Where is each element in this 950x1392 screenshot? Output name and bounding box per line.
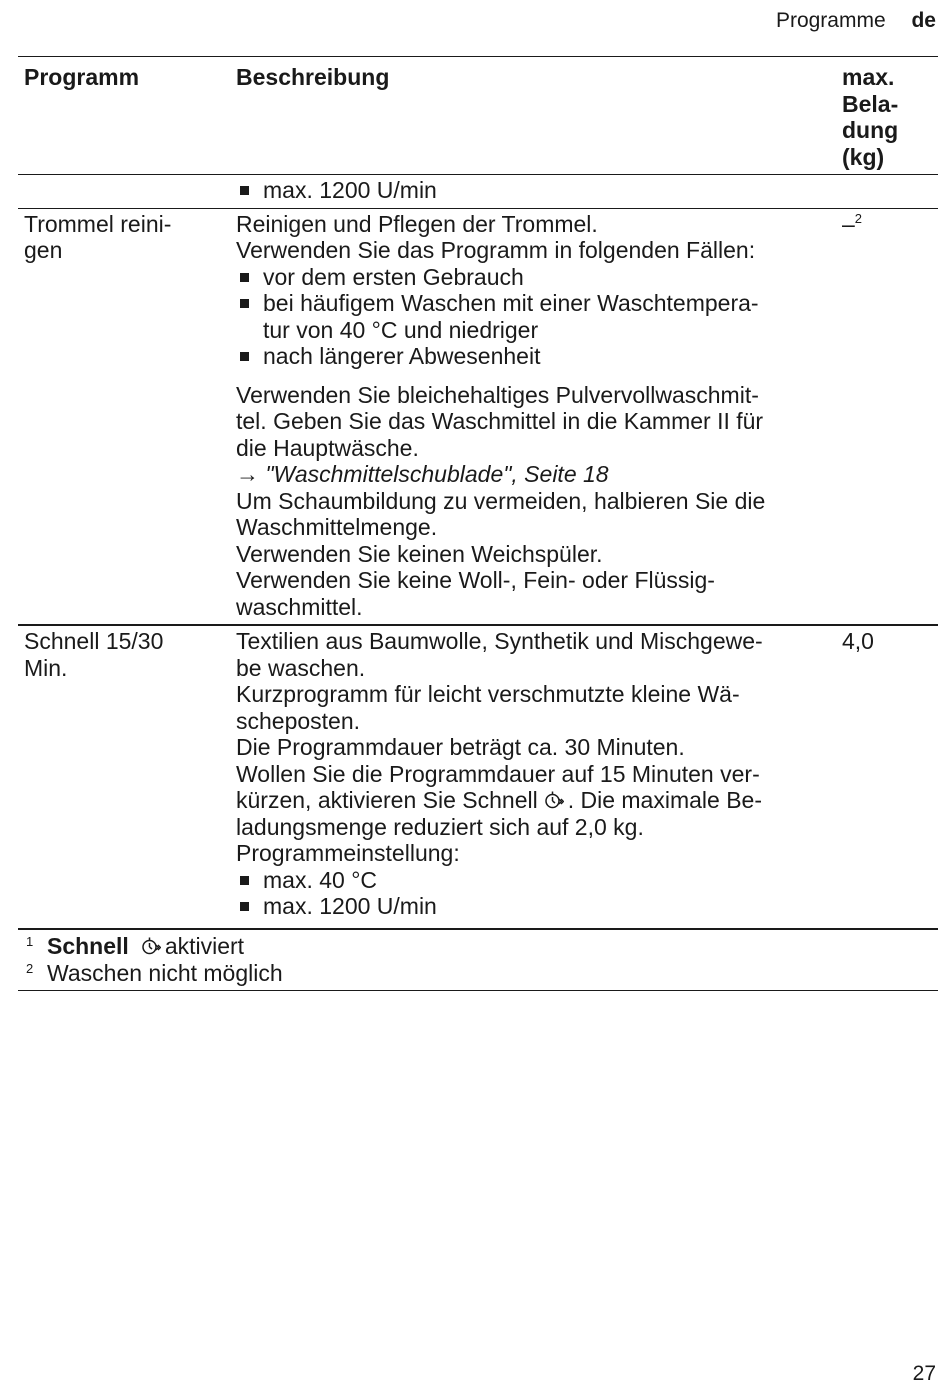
cross-reference-link[interactable] — [236, 461, 830, 488]
footnote-mark: 2 — [26, 960, 34, 976]
max-load-value: 4,0 — [842, 628, 874, 654]
list-item: max. 40 °C — [236, 867, 830, 894]
header-max-load-line: (kg) — [842, 143, 885, 170]
footnote-item — [18, 933, 938, 960]
header-language: de — [911, 9, 936, 32]
page-number: 27 — [912, 1362, 936, 1385]
text-line — [236, 787, 830, 814]
text-line: Die Programmdauer beträgt ca. 30 Minuten. — [236, 734, 685, 760]
program-name-line: Schnell 15/30 — [24, 628, 164, 654]
footnote-mark: 1 — [26, 934, 34, 949]
text-line: Programmeinstellung: — [236, 840, 460, 866]
text-line: ladungsmenge reduziert sich auf 2,0 kg. — [236, 813, 644, 840]
description-cell — [230, 208, 836, 625]
text-fragment: kürzen, aktivieren Sie Schnell — [236, 787, 538, 813]
table-row-trommel-reinigen — [18, 208, 938, 625]
bullet-list — [236, 867, 830, 920]
text-line: Reinigen und Pflegen der Trommel. — [236, 210, 598, 237]
footnote-item — [18, 960, 938, 987]
header-program: Programm — [18, 57, 230, 175]
list-item — [236, 290, 830, 343]
table-row-schnell — [18, 625, 938, 924]
text-line: waschmittel. — [236, 593, 363, 620]
page-header — [776, 8, 936, 34]
footnote-bold-term: Schnell — [47, 933, 129, 959]
program-name-line: Min. — [24, 654, 68, 681]
footnote-text: aktiviert — [164, 933, 245, 959]
text-line: tel. Geben Sie das Waschmittel in die Kammer II für — [236, 408, 764, 434]
program-cell — [18, 208, 230, 625]
description-cell — [230, 625, 836, 924]
text-line: Verwenden Sie bleichehaltiges Pulvervollwaschmit- — [236, 381, 759, 408]
cross-reference-text: "Waschmittelschublade", Seite 18 — [259, 461, 609, 487]
description-cell — [230, 175, 836, 209]
footnote-reference: 2 — [854, 210, 863, 226]
text-line: be waschen. — [236, 654, 366, 681]
text-line: Verwenden Sie das Programm in folgenden Fällen: — [236, 237, 756, 263]
max-load-cell — [836, 625, 938, 924]
header-max-load — [836, 57, 938, 175]
text-line: tur von 40 °C und niedriger — [263, 316, 539, 343]
text-line: die Hauptwäsche. — [236, 434, 419, 461]
max-load-cell — [836, 175, 938, 209]
header-max-load-line: Bela- — [842, 90, 899, 117]
program-cell — [18, 175, 230, 209]
max-load-cell — [836, 208, 938, 625]
footnotes — [18, 928, 938, 991]
text-line: Wollen Sie die Programmdauer auf 15 Minuten ver- — [236, 760, 760, 787]
header-section-title: Programme — [775, 9, 886, 32]
table-header-row — [18, 57, 938, 175]
program-cell — [18, 625, 230, 924]
text-fragment: . Die maximale Be- — [567, 787, 762, 813]
text-line: Verwenden Sie keine Woll-, Fein- oder Flüssig- — [236, 567, 715, 593]
program-name-line: Trommel reini- — [24, 210, 172, 237]
header-max-load-line: max. — [842, 64, 895, 90]
bullet-list — [236, 264, 830, 370]
list-item: nach längerer Abwesenheit — [236, 343, 830, 370]
text-line: Kurzprogramm für leicht verschmutzte kleine Wä- — [236, 681, 740, 707]
bullet-list — [236, 177, 830, 204]
text-line: Waschmittelmenge. — [236, 514, 438, 540]
text-line: bei häufigem Waschen mit einer Waschtempera- — [263, 290, 759, 316]
arrow-right-icon: → — [236, 461, 259, 487]
program-table — [18, 56, 938, 924]
text-line: scheposten. — [236, 707, 361, 734]
quick-timer-icon — [544, 790, 564, 810]
footnote-text: Waschen nicht möglich — [47, 959, 283, 986]
table-row-continuation — [18, 175, 938, 209]
list-item: max. 1200 U/min — [236, 177, 830, 204]
text-line: Um Schaumbildung zu vermeiden, halbieren Sie die — [236, 487, 766, 514]
list-item: max. 1200 U/min — [236, 893, 830, 920]
header-description: Beschreibung — [230, 57, 836, 175]
header-max-load-line: dung — [842, 117, 899, 143]
quick-timer-icon — [141, 936, 161, 956]
list-item: vor dem ersten Gebrauch — [236, 264, 830, 291]
text-line: Verwenden Sie keinen Weichspüler. — [236, 540, 603, 567]
program-name-line: gen — [24, 237, 63, 263]
max-load-value: – — [842, 210, 855, 237]
text-line: Textilien aus Baumwolle, Synthetik und Mischgewe- — [236, 628, 763, 654]
